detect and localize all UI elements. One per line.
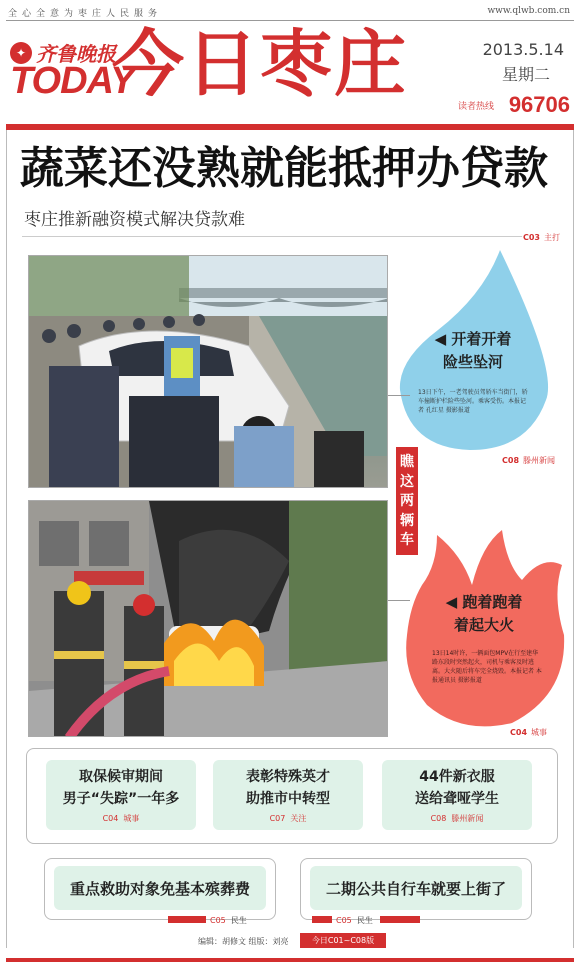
edition-badge: 今日C01~C08版 [300,933,386,948]
hotline-label: 读者热线 [457,102,494,112]
brief-card-2-title [213,760,363,811]
story1-drop[interactable] [398,250,552,450]
brief-card-1-line2: 男子“失踪”一年多 [62,791,180,808]
brief-card-3-ref-code: C08 [430,813,447,823]
brand-emblem-icon: ✦ [10,42,32,64]
story1-title [418,328,528,373]
slogan: 全心全意为枣庄人民服务 [8,9,163,19]
brief-card-1-line1: 取保候审期间 [79,769,163,785]
wide-card-1-bar [168,916,206,923]
lead-subhead: 枣庄推新融资模式解决贷款难 [24,210,245,230]
brand-name: 齐鲁晚报 [36,42,116,66]
story1-ref[interactable] [502,455,555,466]
brief-card-1-ref-section: 城事 [123,813,140,823]
brief-card-3-line2: 送给聋哑学生 [415,791,499,808]
story2-title [428,591,540,636]
brief-card-3-line1: 44件新衣服 [419,769,495,785]
brief-card-1-ref [46,813,196,824]
brief-card-2-ref-code: C07 [269,813,286,823]
brief-card-3-ref [382,813,532,824]
brief-card-2-ref-section: 关注 [290,813,307,823]
brief-card-1-title [46,760,196,811]
brief-card-2[interactable] [213,760,363,830]
photo-car-river[interactable] [28,255,388,488]
story2-ref-section: 城事 [531,728,548,737]
story1-title-line2: 险些坠河 [442,352,503,371]
tag-connector-top [388,395,410,396]
story2-ref[interactable] [510,727,547,738]
story1-body: 13日下午，一老驾驶员驾轿车当街门，轿车撞断护栏险些坠河。乘客受伤。本报记者 孔红星 摄影报道 [418,389,528,414]
story2-title-line2: 着起大火 [453,615,514,634]
wide-card-1-ref [210,915,247,926]
lead-ref-section: 主打 [544,233,560,242]
photo-burning-car-art [29,501,388,737]
lead-ref[interactable] [523,232,560,243]
issue-weekday: 星期二 [501,65,550,84]
story2-title-text1: 跑着跑着 [462,593,523,611]
story2-arrow-icon: ◀ [445,593,458,611]
brief-card-2-line2: 助推市中转型 [246,791,330,808]
brief-card-3[interactable] [382,760,532,830]
wide-card-1[interactable]: 重点救助对象免基本殡葬费 [54,866,266,910]
bottom-rule [6,958,574,962]
story1-arrow-icon: ◀ [434,330,447,348]
story1-ref-code: C08 [502,456,520,465]
issue-date: 2013.5.14 [482,40,564,59]
photo-car-river-art [29,256,388,488]
hotline-number: 96706 [508,92,570,117]
section-tag: 瞧这两辆车 [396,447,418,555]
story2-title-line1 [428,591,540,614]
wide-card-2-ref-section: 民生 [356,916,373,925]
lead-headline[interactable]: 蔬菜还没熟就能抵押办贷款 [20,143,548,194]
brief-card-2-ref [213,813,363,824]
paper-title: 今日枣庄 [112,22,409,106]
wide-card-2-ref [336,915,373,926]
wide-card-2-bar [312,916,332,923]
story2-fire[interactable] [402,525,567,730]
top-divider [6,20,574,21]
brief-card-2-line1: 表彰特殊英才 [246,769,330,785]
wide-card-2-bar-right [380,916,420,923]
brief-card-1-ref-code: C04 [102,813,119,823]
brief-card-3-title [382,760,532,811]
brief-card-1[interactable] [46,760,196,830]
wide-card-2[interactable]: 二期公共自行车就要上街了 [310,866,522,910]
brief-card-3-ref-section: 滕州新闻 [451,813,484,823]
site-url[interactable]: www.qlwb.com.cn [487,6,570,16]
story1-title-text1: 开着开着 [451,330,512,348]
wide-card-2-ref-code: C05 [336,916,352,925]
lead-ref-code: C03 [522,233,540,242]
brand-today: TODAY [10,60,135,102]
story1-title-line1 [418,328,528,351]
editor-credits: 编辑：胡修文 组版：刘亮 [198,937,289,946]
story2-ref-code: C04 [510,728,528,737]
story2-body: 13日14时许，一辆面包MPV在行至建华路东段时突然起火，司机与乘客及时逃离。大火随后将车完全烧毁。本报记者 本报通讯员 摄影报道 [432,650,542,684]
wide-card-1-ref-section: 民生 [230,916,247,925]
photo-burning-car[interactable] [28,500,388,737]
story1-ref-section: 滕州新闻 [523,456,556,465]
lead-divider [22,236,522,237]
wide-card-1-ref-code: C05 [210,916,226,925]
